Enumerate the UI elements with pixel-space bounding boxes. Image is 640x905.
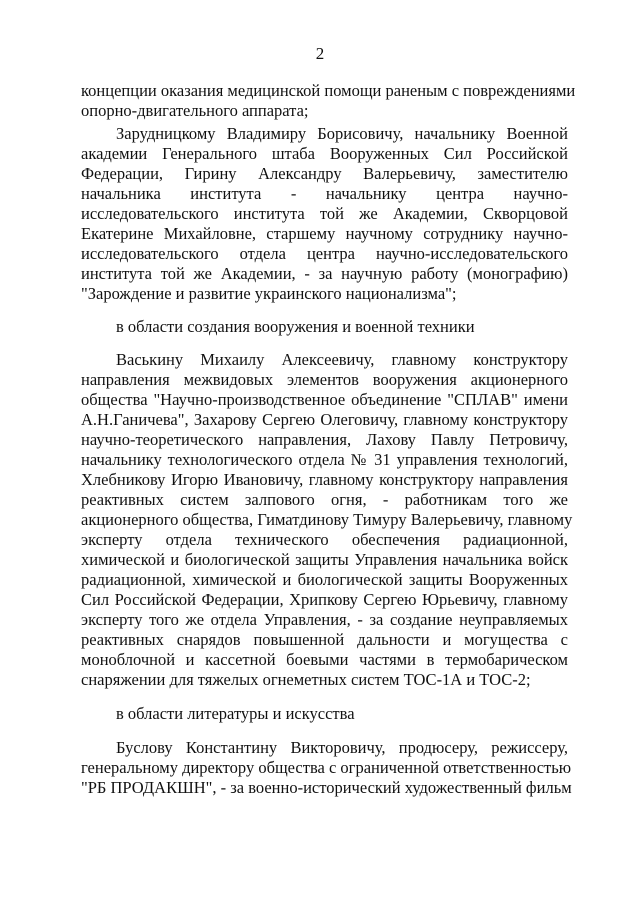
section-heading-literature: в области литературы и искусства (116, 704, 355, 723)
para2-line-1: Зарудницкому Владимиру Борисовичу, начальнику Военной (116, 124, 568, 143)
para3-line-1: Васькину Михаилу Алексеевичу, главному конструктору (116, 350, 568, 369)
para3-line-10: эксперту отдела технического обеспечения радиационной, (81, 530, 568, 549)
page-number: 2 (315, 44, 325, 63)
para3-line-6: начальнику технологического отдела № 31 управления технологий, (81, 450, 568, 469)
para1-line-1: концепции оказания медицинской помощи раненым с повреждениями (81, 81, 576, 100)
para4-line-2: генеральному директору общества с ограниченной ответственностью (81, 758, 572, 777)
para2-line-2: академии Генерального штаба Вооруженных Сил Российской (81, 144, 568, 163)
para2-line-3: Федерации, Гирину Александру Валерьевичу, заместителю (81, 164, 568, 183)
para2-line-7: исследовательского отдела центра научно-исследовательского (81, 244, 568, 263)
para3-line-17: снаряжении для тяжелых огнеметных систем ТОС-1А и ТОС-2; (81, 670, 531, 689)
para2-line-8: института той же Академии, - за научную работу (монографию) (81, 264, 568, 283)
para3-line-5: научно-теоретического направления, Лахову Павлу Петровичу, (81, 430, 568, 449)
para3-line-3: общества "Научно-производственное объединение "СПЛАВ" имени (81, 390, 568, 409)
para3-line-8: реактивных систем залпового огня, - работникам того же (81, 490, 568, 509)
para3-line-12: радиационной, химической и биологической защиты Вооруженных (81, 570, 568, 589)
para3-line-15: реактивных снарядов повышенной дальности и могущества с (81, 630, 568, 649)
para4-line-1: Буслову Константину Викторовичу, продюсеру, режиссеру, (116, 738, 568, 757)
para3-line-9: акционерного общества, Гиматдинову Тимуру Валерьевичу, главному (81, 510, 573, 529)
para3-line-13: Сил Российской Федерации, Хрипкову Сергею Юрьевичу, главному (81, 590, 568, 609)
para3-line-2: направления межвидовых элементов вооружения акционерного (81, 370, 568, 389)
para4-line-3: "РБ ПРОДАКШН", - за военно-исторический художественный фильм (81, 778, 572, 797)
para2-line-5: исследовательского института той же Академии, Скворцовой (81, 204, 568, 223)
para2-line-6: Екатерине Михайловне, старшему научному сотруднику научно- (81, 224, 568, 243)
para3-line-11: химической и биологической защиты Управления начальника войск (81, 550, 568, 569)
para2-line-9: "Зарождение и развитие украинского национализма"; (81, 284, 457, 303)
para3-line-4: А.Н.Ганичева", Захарову Сергею Олеговичу, главному конструктору (81, 410, 568, 429)
para2-line-4: начальника института - начальнику центра научно- (81, 184, 568, 203)
section-heading-weapons: в области создания вооружения и военной техники (116, 317, 475, 336)
para3-line-16: моноблочной и кассетной боевыми частями в термобарическом (81, 650, 568, 669)
para3-line-7: Хлебникову Игорю Ивановичу, главному конструктору направления (81, 470, 568, 489)
para1-line-2: опорно-двигательного аппарата; (81, 101, 309, 120)
para3-line-14: эксперту того же отдела Управления, - за создание неуправляемых (81, 610, 568, 629)
